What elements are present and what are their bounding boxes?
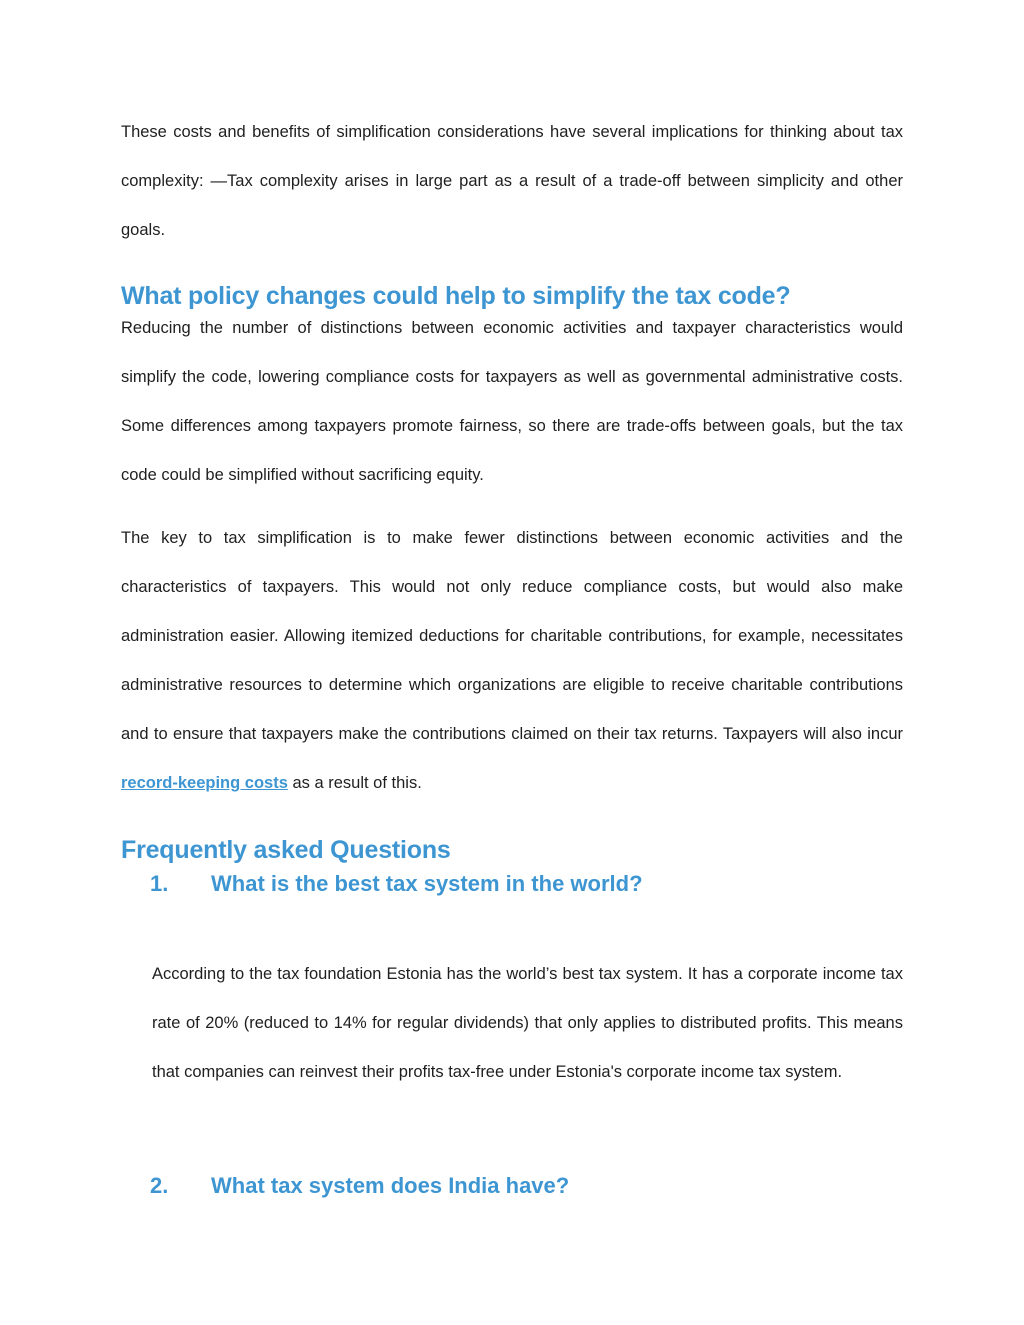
record-keeping-costs-link[interactable]: record-keeping costs <box>121 774 288 792</box>
faq-question-1-number: 1. <box>150 871 169 896</box>
policy-paragraph-2-text: The key to tax simplification is to make fewer distinctions between economic activities and the characteristics of taxpayers. This would not only reduce compliance costs, but would also make administration easier. Allowing itemized deductions for charitable contributions, for example, necessitates administrative resources to determine which organizations are eligible to receive charitable contributions and to ensure that taxpayers make the contributions claimed on their tax returns. Taxpayers will also incur <box>121 529 903 743</box>
faq-answer-1: According to the tax foundation Estonia has the world’s best tax system. It has a corporate income tax rate of 20% (reduced to 14% for regular dividends) that only applies to distributed profits. This means that companies can reinvest their profits tax-free under Estonia's corporate income tax system. <box>152 965 903 1081</box>
intro-paragraph: These costs and benefits of simplification considerations have several implications for thinking about tax complexity: —Tax complexity arises in large part as a result of a trade-off between simplicity and other goals. <box>121 123 903 239</box>
faq-question-2-text: What tax system does India have? <box>211 1173 570 1198</box>
policy-paragraph-1: Reducing the number of distinctions between economic activities and taxpayer characteristics would simplify the code, lowering compliance costs for taxpayers as well as governmental administrative costs. Some differences among taxpayers promote fairness, so there are trade-offs between goals, but the tax code could be simplified without sacrificing equity. <box>121 319 903 484</box>
faq-question-2-number: 2. <box>150 1173 169 1198</box>
faq-question-1 <box>150 871 643 897</box>
faq-question-2 <box>150 1173 569 1199</box>
policy-heading: What policy changes could help to simplify the tax code? <box>121 282 791 310</box>
faq-heading: Frequently asked Questions <box>121 836 451 864</box>
faq-question-1-text: What is the best tax system in the world? <box>211 871 643 896</box>
policy-paragraph-2-tail: as a result of this. <box>287 774 422 792</box>
policy-paragraph-2 <box>121 514 903 808</box>
